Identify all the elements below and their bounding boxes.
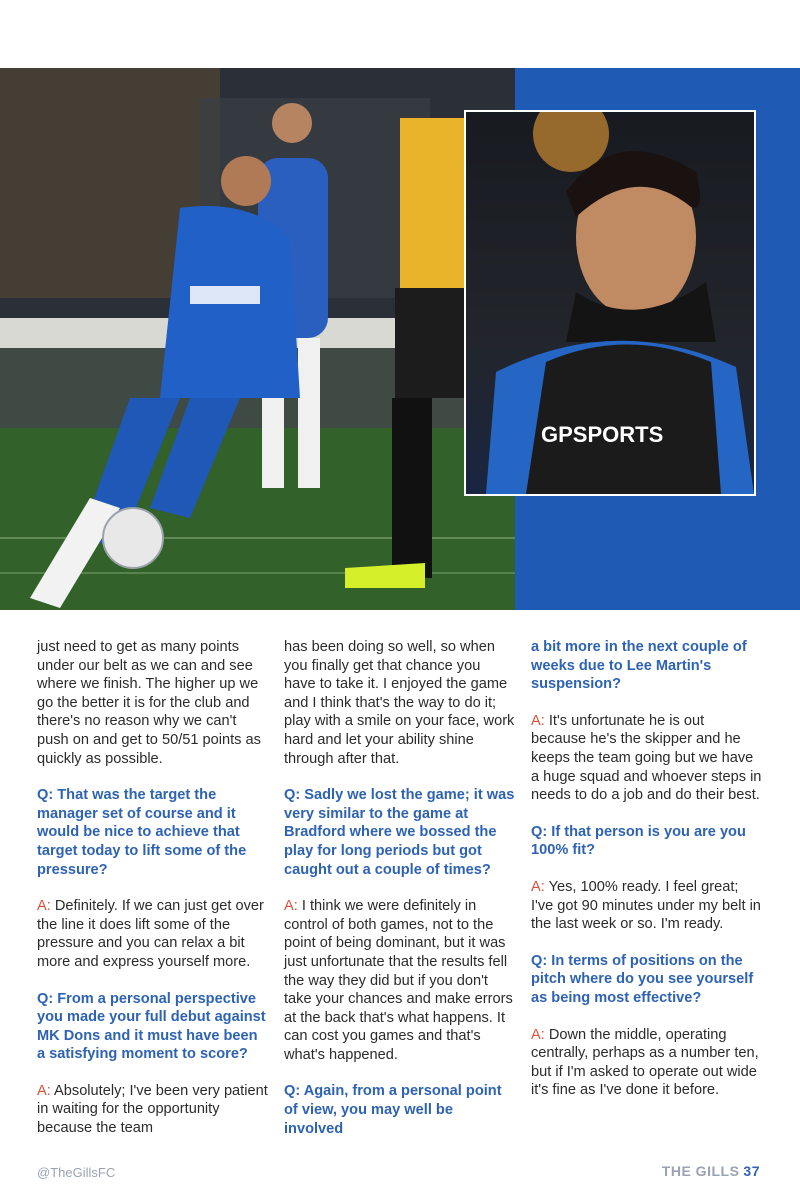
answer-label: A:	[531, 712, 545, 729]
answer-4	[531, 712, 763, 805]
question-2: Q: From a personal perspective you made your full debut against MK Dons and it must have been a satisfying moment to score?	[37, 990, 266, 1063]
answer-continued: has been doing so well, so when you finally get that chance you have to take it. I enjoyed the game and I think that's the way to do it; play with a smile on your face, work hard and let your ability shine through after that.	[284, 639, 515, 767]
question-6: Q: In terms of positions on the pitch where do you see yourself as being most effective?	[531, 952, 754, 1006]
page-number: 37	[743, 1163, 760, 1179]
portrait-inset-photo	[464, 110, 756, 496]
answer-6	[531, 1026, 763, 1100]
text-column-3	[531, 638, 763, 1118]
answer-text: Absolutely; I've been very patient in waiting for the opportunity because the team	[37, 1082, 268, 1137]
answer-label: A:	[284, 898, 298, 915]
answer-label: A:	[531, 878, 545, 895]
answer-text: It's unfortunate he is out because he's the skipper and he keeps the team going but we have a huge squad and whoever steps in needs to do a job and do their best.	[531, 712, 762, 804]
question-3: Q: Sadly we lost the game; it was very similar to the game at Bradford where we bossed the play for long periods but got caught out a couple of times?	[284, 787, 515, 878]
text-column-2	[284, 638, 516, 1156]
twitter-handle: @TheGillsFC	[37, 1165, 116, 1180]
text-column-1	[37, 638, 269, 1156]
answer-3	[284, 897, 516, 1064]
question-4-continued: a bit more in the next couple of weeks due to Lee Martin's suspension?	[531, 639, 747, 693]
answer-5	[531, 878, 763, 934]
answer-continued: just need to get as many points under our belt as we can and see where we finish. The higher up we go the better it is for the club and there's no reason why we can't push on and get to 50/51 points as quickly as possible.	[37, 639, 261, 767]
answer-label: A:	[37, 1082, 51, 1099]
bib-text: GPSPORTS	[541, 422, 664, 447]
answer-label: A:	[531, 1026, 545, 1043]
magazine-name: THE GILLS	[661, 1163, 740, 1179]
page-footer	[662, 1163, 760, 1179]
answer-text: Yes, 100% ready. I feel great; I've got 90 minutes under my belt in the last week or so. I'm ready.	[531, 878, 761, 933]
question-1: Q: That was the target the manager set of course and it would be nice to achieve that target today to lift some of the pressure?	[37, 787, 247, 878]
answer-text: Down the middle, operating centrally, perhaps as a number ten, but if I'm asked to operate out wide it's fine as I've done it before.	[531, 1026, 759, 1099]
answer-label: A:	[37, 898, 51, 915]
photo-band	[0, 68, 800, 610]
answer-text: I think we were definitely in control of both games, not to the point of being dominant, but it was just unfortunate that the results fell the way they did but if you don't take your chances and make errors at the back that's what happens. It can cost you games and that's what's happened.	[284, 898, 513, 1063]
answer-2	[37, 1082, 269, 1138]
question-4: Q: Again, from a personal point of view, you may well be involved	[284, 1083, 502, 1137]
question-5: Q: If that person is you are you 100% fit?	[531, 823, 746, 859]
answer-text: Definitely. If we can just get over the line it does lift some of the pressure and you can relax a bit more and express yourself more.	[37, 898, 264, 970]
match-photo	[0, 68, 515, 610]
answer-1	[37, 897, 269, 971]
